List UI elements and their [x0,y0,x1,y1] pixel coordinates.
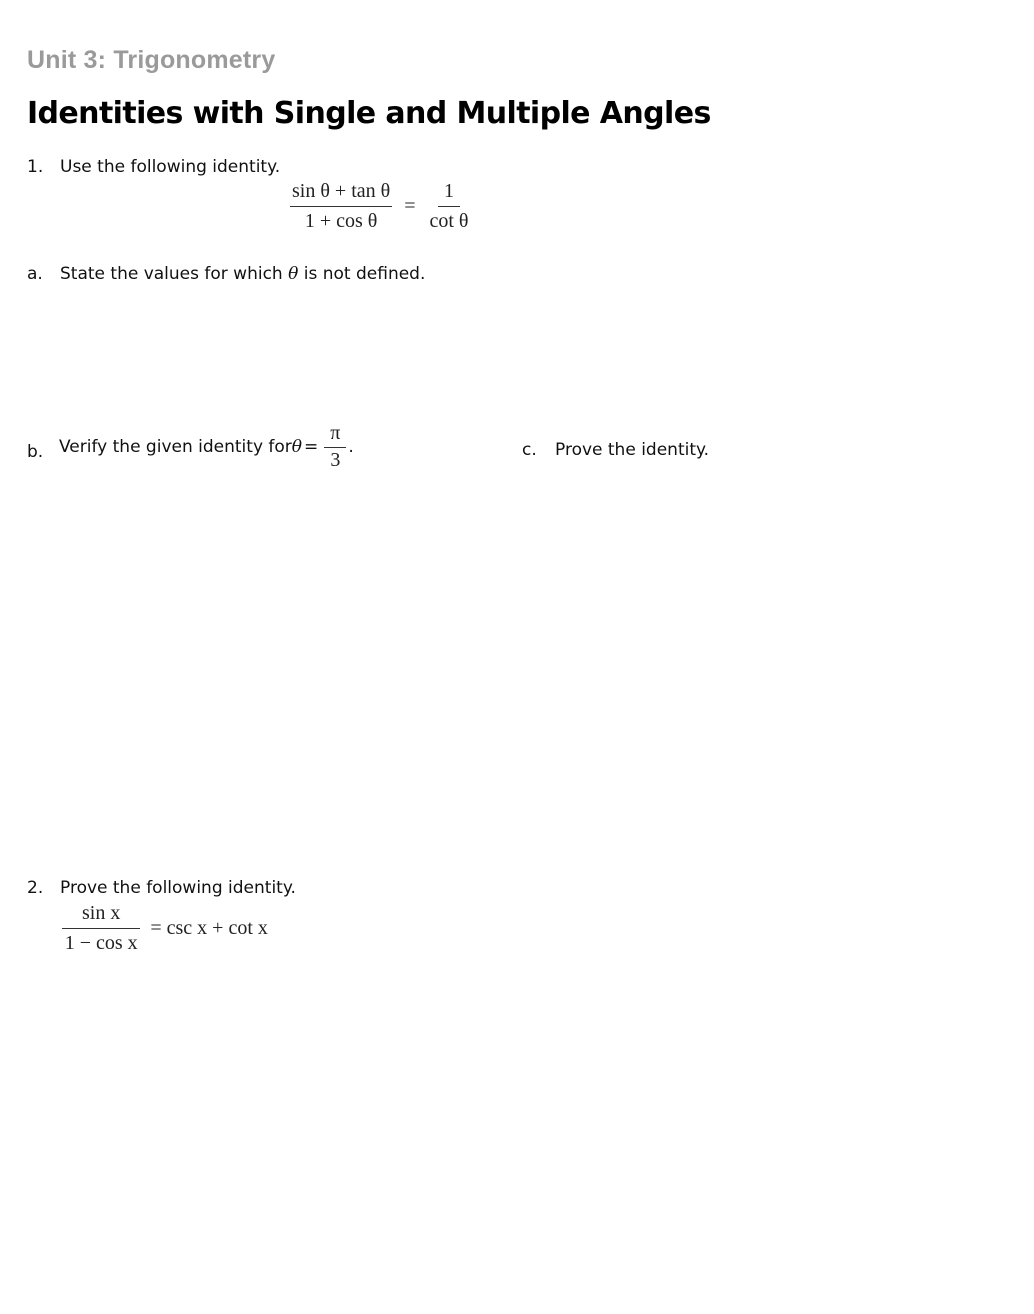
q1b-numerator: π [324,422,346,448]
q1c-prompt: Prove the identity. [555,440,710,460]
q2-lhs-fraction [62,902,140,955]
q1c-label: c. [522,440,537,460]
q1b-variable: θ [291,437,303,457]
q1b-period: . [348,437,354,457]
q1b-denominator: 3 [330,449,341,471]
q1a-text-before: State the values for which [60,264,289,284]
q2-prompt: Prove the following identity. [60,878,296,898]
q1-number: 1. [27,157,44,177]
q1a-variable: θ [288,264,299,284]
unit-heading: Unit 3: Trigonometry [27,46,276,74]
q1-rhs-fraction [428,180,471,233]
q1-rhs-numerator: 1 [438,180,460,207]
q1a-text-after: is not defined. [298,264,426,284]
q1-lhs-numerator: sin θ + tan θ [290,180,392,207]
q1-prompt: Use the following identity. [60,157,281,177]
q2-number: 2. [27,878,44,898]
q2-identity [62,902,268,955]
q1-lhs-denominator: 1 + cos θ [304,210,378,232]
q1-identity [290,180,471,233]
q1a-label: a. [27,264,43,284]
q1b-equals: = [304,437,319,457]
q1-equals: = [404,195,416,217]
q1-lhs-fraction [290,180,392,233]
q2-lhs-numerator: sin x [62,902,140,929]
q2-rhs: = csc x + cot x [150,917,268,939]
q1a-prompt [60,264,425,284]
page-title: Identities with Single and Multiple Angles [27,96,711,131]
q1b-fraction [324,422,346,472]
q1b-label: b. [27,442,44,462]
q1b-prompt [59,422,354,472]
q2-lhs-denominator: 1 − cos x [64,932,138,954]
q1b-text-before: Verify the given identity for [59,437,292,457]
q1-rhs-denominator: cot θ [429,210,469,232]
